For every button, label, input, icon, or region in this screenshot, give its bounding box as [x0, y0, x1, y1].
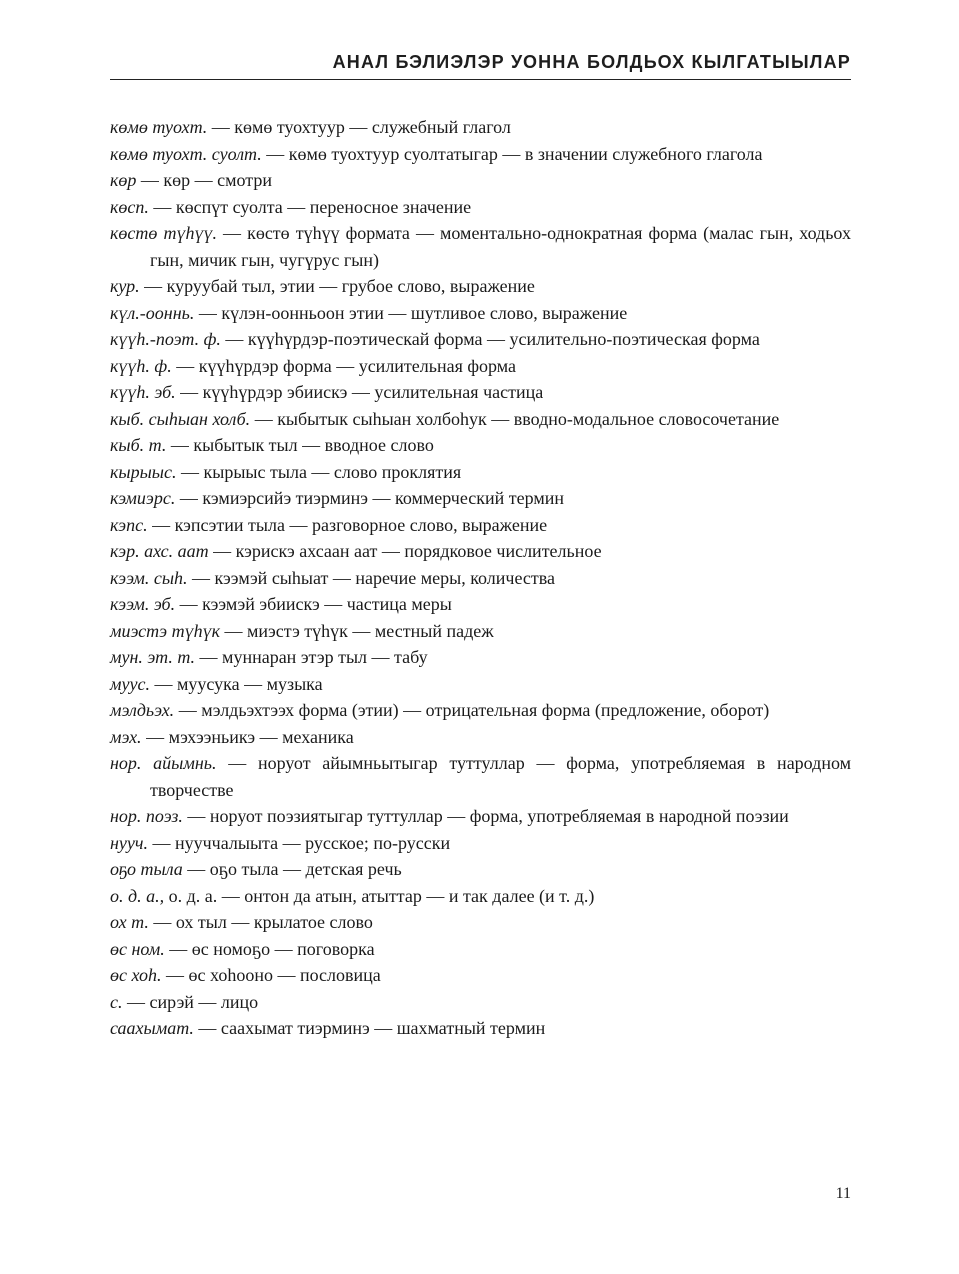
abbreviation-entry	[110, 485, 851, 512]
abbreviation-entry	[110, 326, 851, 353]
abbreviation-definition: — көстө түһүү формата — моментально-однократная форма (малас гын, ходьох гын, мичик гын, чугүрус гын)	[150, 223, 851, 270]
abbreviation-definition: — ох тыл — крылатое слово	[148, 912, 373, 932]
abbreviation-definition: — күүһүрдэр форма — усилительная форма	[171, 355, 517, 376]
abbreviation-term: с.	[110, 991, 123, 1012]
abbreviation-term: нууч.	[110, 832, 148, 853]
abbreviation-definition: — оҕо тыла — детская речь	[182, 859, 402, 879]
header-rule	[110, 79, 851, 80]
abbreviation-entry	[110, 936, 851, 963]
abbreviation-term: ох т.	[110, 912, 149, 932]
abbreviation-entry	[110, 300, 851, 327]
abbreviation-entry	[110, 962, 851, 989]
abbreviation-definition: — мэлдьэхтээх форма (этии) — отрицательная форма (предложение, оборот)	[174, 700, 770, 720]
abbreviation-definition: — көмө туохтуур суолтатыгар — в значении служебного глагола	[261, 143, 763, 164]
abbreviation-term: нор. поэз.	[110, 806, 183, 826]
abbreviation-term: мэх.	[110, 726, 142, 747]
abbreviation-entry	[110, 750, 851, 803]
abbreviation-term: нор. айымнь.	[110, 753, 217, 773]
abbreviation-entry	[110, 856, 851, 883]
abbreviation-entry	[110, 220, 851, 273]
running-header: АНАЛ БЭЛИЭЛЭР УОННА БОЛДЬОХ КЫЛГАТЫЫЛАР	[332, 52, 851, 72]
abbreviation-entry	[110, 909, 851, 936]
abbreviation-entry	[110, 512, 851, 539]
abbreviation-entry	[110, 1015, 851, 1042]
abbreviation-term: о. д. а.,	[110, 885, 165, 906]
abbreviation-definition: — саахымат тиэрминэ — шахматный термин	[193, 1018, 546, 1038]
abbreviation-term: муус.	[110, 673, 150, 694]
abbreviation-definition: — кэмиэрсийэ тиэрминэ — коммерческий термин	[175, 488, 565, 508]
abbreviation-definition: — муусука — музыка	[149, 673, 323, 694]
abbreviation-term: оҕо тыла	[110, 859, 183, 879]
abbreviation-term: кээм. эб.	[110, 594, 176, 614]
abbreviation-entry	[110, 167, 851, 194]
abbreviation-term: өс хоһ.	[110, 965, 162, 985]
abbreviation-definition: — кээмэй эбиискэ — частица меры	[175, 594, 452, 614]
abbreviation-list	[110, 114, 851, 1042]
abbreviation-definition: — күүһүрдэр-поэтическай форма — усилительно-поэтическая форма	[220, 329, 760, 349]
abbreviation-entry	[110, 538, 851, 565]
page-number: 11	[835, 1185, 851, 1202]
abbreviation-term: күл.-ооннь.	[110, 302, 195, 323]
abbreviation-entry	[110, 432, 851, 459]
abbreviation-definition: — кыбытык сыһыан холбоһук — вводно-модальное словосочетание	[250, 408, 780, 429]
abbreviation-definition: — кыбытык тыл — вводное слово	[166, 435, 434, 455]
abbreviation-term: кэпс.	[110, 514, 148, 535]
abbreviation-definition: — күүһүрдэр эбиискэ — усилительная частица	[175, 382, 544, 402]
abbreviation-term: көр	[110, 170, 137, 190]
abbreviation-term: мэлдьэх.	[110, 700, 175, 720]
abbreviation-term: кур.	[110, 276, 140, 296]
abbreviation-entry	[110, 194, 851, 221]
abbreviation-definition: — норуот айымньытыгар туттуллар — форма, употребляемая в народном творчестве	[150, 753, 852, 800]
abbreviation-definition: — өс номоҕо — поговорка	[164, 938, 375, 959]
abbreviation-entry	[110, 644, 851, 671]
abbreviation-entry	[110, 618, 851, 645]
abbreviation-term: күүһ. эб.	[110, 382, 176, 402]
abbreviation-entry	[110, 273, 851, 300]
abbreviation-definition: — көр — смотри	[136, 170, 273, 190]
abbreviation-entry	[110, 459, 851, 486]
abbreviation-entry	[110, 591, 851, 618]
abbreviation-definition: — миэстэ түһүк — местный падеж	[220, 620, 494, 641]
abbreviation-term: күүһ.-поэт. ф.	[110, 329, 221, 349]
abbreviation-term: кыб. сыһыан холб.	[110, 408, 251, 429]
abbreviation-entry	[110, 406, 851, 433]
abbreviation-definition: о. д. а. — онтон да атын, атыттар — и так далее (и т. д.)	[164, 885, 595, 906]
abbreviation-definition: — куруубай тыл, этии — грубое слово, выражение	[139, 276, 535, 296]
abbreviation-definition: — мэхээньикэ — механика	[141, 726, 354, 747]
abbreviation-entry	[110, 141, 851, 168]
abbreviation-definition: — күлэн-оонньоон этии — шутливое слово, выражение	[194, 302, 628, 323]
abbreviation-definition: — нууччалыыта — русское; по-русски	[148, 832, 451, 853]
abbreviation-definition: — өс хоһооно — пословица	[161, 965, 381, 985]
abbreviation-definition: — көспүт суолта — переносное значение	[148, 196, 472, 217]
abbreviation-definition: — кэпсэтии тыла — разговорное слово, выражение	[147, 514, 548, 535]
abbreviation-definition: — сирэй — лицо	[122, 991, 259, 1012]
abbreviation-definition: — кээмэй сыһыат — наречие меры, количества	[187, 567, 555, 588]
abbreviation-entry	[110, 883, 851, 910]
abbreviation-term: көмө туохт.	[110, 117, 208, 137]
abbreviation-entry	[110, 724, 851, 751]
abbreviation-term: көмө туохт. суолт.	[110, 143, 262, 164]
abbreviation-definition: — кэрискэ ахсаан аат — порядковое числительное	[208, 541, 602, 561]
abbreviation-term: көстө түһүү.	[110, 223, 217, 243]
abbreviation-definition: — норуот поэзиятыгар туттуллар — форма, употребляемая в народной поэзии	[182, 806, 789, 826]
abbreviation-entry	[110, 353, 851, 380]
abbreviation-term: кыб. т.	[110, 435, 167, 455]
abbreviation-entry	[110, 565, 851, 592]
abbreviation-entry	[110, 671, 851, 698]
abbreviation-term: кырыыс.	[110, 461, 177, 482]
abbreviation-term: көсп.	[110, 196, 149, 217]
abbreviation-entry	[110, 114, 851, 141]
abbreviation-term: миэстэ түһүк	[110, 620, 221, 641]
abbreviation-entry	[110, 379, 851, 406]
abbreviation-term: өс ном.	[110, 938, 165, 959]
abbreviation-entry	[110, 989, 851, 1016]
abbreviation-entry	[110, 697, 851, 724]
abbreviation-definition: — муннаран этэр тыл — табу	[195, 647, 428, 667]
abbreviation-term: кэр. ахс. аат	[110, 541, 209, 561]
abbreviation-entry	[110, 803, 851, 830]
abbreviation-term: күүһ. ф.	[110, 355, 172, 376]
abbreviation-entry	[110, 830, 851, 857]
abbreviation-definition: — кырыыс тыла — слово проклятия	[176, 461, 462, 482]
abbreviation-definition: — көмө туохтуур — служебный глагол	[207, 117, 511, 137]
abbreviation-term: кээм. сыһ.	[110, 567, 188, 588]
abbreviation-term: мун. эт. т.	[110, 647, 196, 667]
abbreviation-term: саахымат.	[110, 1018, 194, 1038]
abbreviation-term: кэмиэрс.	[110, 488, 176, 508]
